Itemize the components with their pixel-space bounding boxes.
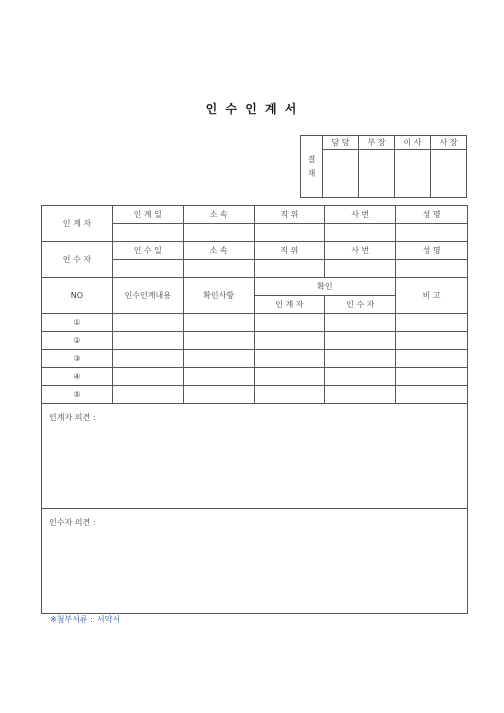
confirm-receiver-header: 인 수 자 [325, 296, 396, 314]
table-row [42, 350, 468, 368]
row-number: ⑤ [42, 386, 113, 404]
confirm-header: 확인 [254, 278, 396, 296]
receiver-name-field[interactable] [396, 260, 468, 278]
row-number: ③ [42, 350, 113, 368]
table-row [42, 314, 468, 332]
receiver-col-position: 직 위 [254, 242, 325, 260]
check-cell[interactable] [183, 314, 254, 332]
content-cell[interactable] [112, 386, 183, 404]
confirm-giver-header: 인 계 자 [254, 296, 325, 314]
check-cell[interactable] [183, 350, 254, 368]
approval-header-manager: 부 장 [359, 136, 395, 150]
confirm-giver-cell[interactable] [254, 386, 325, 404]
giver-row-label: 인 계 자 [42, 206, 113, 242]
confirm-receiver-cell[interactable] [325, 368, 396, 386]
content-cell[interactable] [112, 314, 183, 332]
check-header: 확인사항 [183, 278, 254, 314]
confirm-giver-cell[interactable] [254, 314, 325, 332]
receiver-col-date: 인 수 일 [112, 242, 183, 260]
giver-opinion-label: 인계자 의견 : [49, 413, 96, 422]
document-title: 인 수 인 계 서 [205, 102, 299, 116]
confirm-giver-cell[interactable] [254, 350, 325, 368]
attachment-value: 서약서 [96, 615, 121, 624]
table-row [42, 368, 468, 386]
giver-col-position: 직 위 [254, 206, 325, 224]
attachment-label: ※첨부서류 : [50, 615, 93, 624]
receiver-row-label: 인 수 자 [42, 242, 113, 278]
receiver-col-empno: 사 번 [325, 242, 396, 260]
approval-sign-director[interactable] [395, 150, 431, 198]
check-cell[interactable] [183, 386, 254, 404]
giver-position-field[interactable] [254, 224, 325, 242]
giver-opinion-field[interactable] [42, 404, 468, 509]
receiver-col-dept: 소 속 [183, 242, 254, 260]
approval-header-director: 이 사 [395, 136, 431, 150]
confirm-receiver-cell[interactable] [325, 332, 396, 350]
content-cell[interactable] [112, 332, 183, 350]
approval-sign-president[interactable] [431, 150, 467, 198]
confirm-receiver-cell[interactable] [325, 350, 396, 368]
approval-sign-manager[interactable] [359, 150, 395, 198]
giver-date-field[interactable] [112, 224, 183, 242]
content-cell[interactable] [112, 368, 183, 386]
giver-col-name: 성 명 [396, 206, 468, 224]
check-cell[interactable] [183, 332, 254, 350]
giver-empno-field[interactable] [325, 224, 396, 242]
content-cell[interactable] [112, 350, 183, 368]
receiver-opinion-field[interactable] [42, 509, 468, 614]
approval-label: 결 재 [301, 136, 323, 198]
remarks-cell[interactable] [396, 350, 468, 368]
approval-sign-staff[interactable] [323, 150, 359, 198]
remarks-cell[interactable] [396, 386, 468, 404]
approval-header-president: 사 장 [431, 136, 467, 150]
giver-col-dept: 소 속 [183, 206, 254, 224]
receiver-date-field[interactable] [112, 260, 183, 278]
remarks-header: 비 고 [396, 278, 468, 314]
receiver-position-field[interactable] [254, 260, 325, 278]
confirm-giver-cell[interactable] [254, 368, 325, 386]
giver-name-field[interactable] [396, 224, 468, 242]
approval-header-staff: 담 당 [323, 136, 359, 150]
attachment-note [50, 614, 120, 625]
confirm-giver-cell[interactable] [254, 332, 325, 350]
giver-col-date: 인 계 일 [112, 206, 183, 224]
row-number: ① [42, 314, 113, 332]
row-number: ② [42, 332, 113, 350]
handover-table [41, 205, 468, 614]
receiver-empno-field[interactable] [325, 260, 396, 278]
table-row [42, 332, 468, 350]
giver-col-empno: 사 번 [325, 206, 396, 224]
no-header: NO [42, 278, 113, 314]
receiver-dept-field[interactable] [183, 260, 254, 278]
content-header: 인수인계내용 [112, 278, 183, 314]
table-row [42, 386, 468, 404]
remarks-cell[interactable] [396, 314, 468, 332]
confirm-receiver-cell[interactable] [325, 386, 396, 404]
confirm-receiver-cell[interactable] [325, 314, 396, 332]
remarks-cell[interactable] [396, 332, 468, 350]
giver-dept-field[interactable] [183, 224, 254, 242]
check-cell[interactable] [183, 368, 254, 386]
receiver-col-name: 성 명 [396, 242, 468, 260]
approval-table [300, 135, 467, 198]
receiver-opinion-label: 인수자 의견 : [49, 518, 96, 527]
row-number: ④ [42, 368, 113, 386]
remarks-cell[interactable] [396, 368, 468, 386]
